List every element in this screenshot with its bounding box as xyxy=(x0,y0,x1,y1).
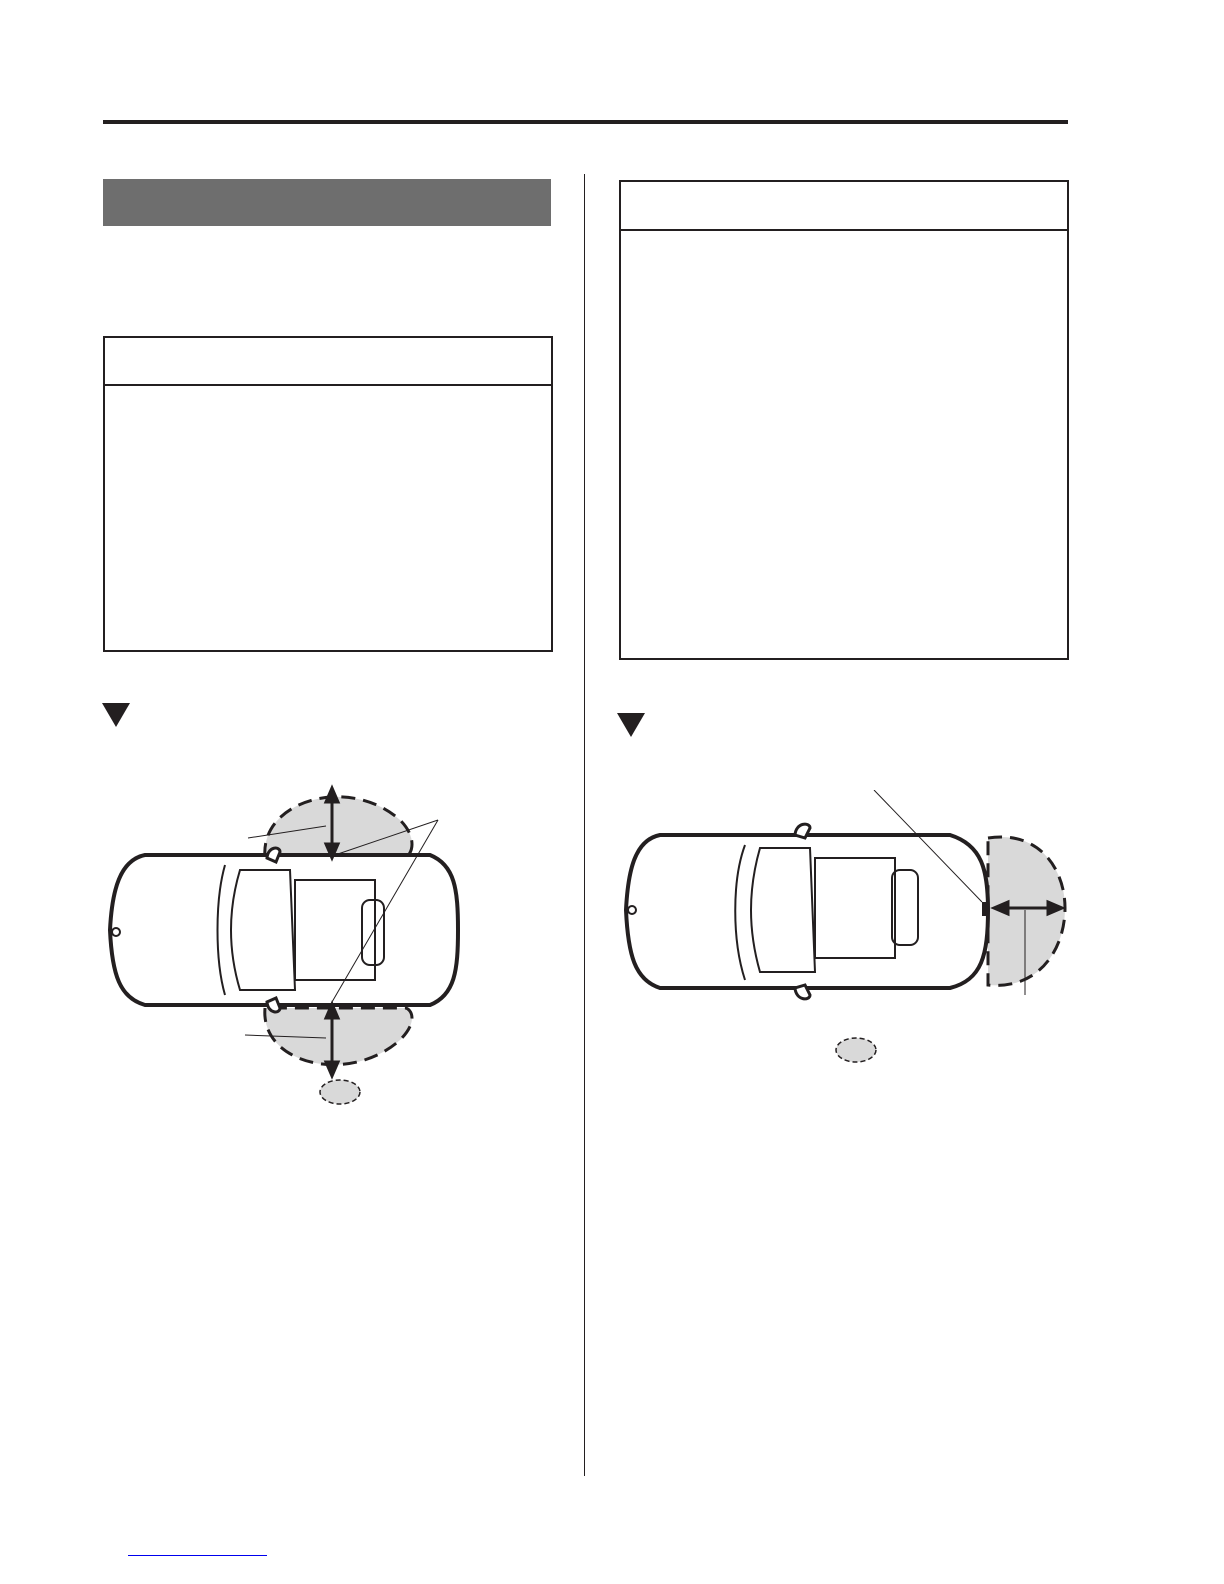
section-heading-bar xyxy=(103,179,551,226)
car-body xyxy=(626,835,988,988)
front-detection-diagram xyxy=(100,780,470,1110)
car-body xyxy=(110,855,458,1005)
column-divider xyxy=(584,174,585,1476)
warning-box-left xyxy=(103,336,553,652)
detection-area-top xyxy=(265,797,412,857)
rear-detection-diagram xyxy=(620,790,1070,1070)
warning-box-left-header xyxy=(105,338,551,386)
triangle-marker-icon xyxy=(102,703,130,727)
header-rule xyxy=(103,120,1068,124)
warning-box-right xyxy=(619,180,1069,660)
triangle-marker-icon xyxy=(617,713,645,737)
footer-link-underline[interactable] xyxy=(128,1555,267,1556)
warning-box-right-header xyxy=(621,182,1067,231)
